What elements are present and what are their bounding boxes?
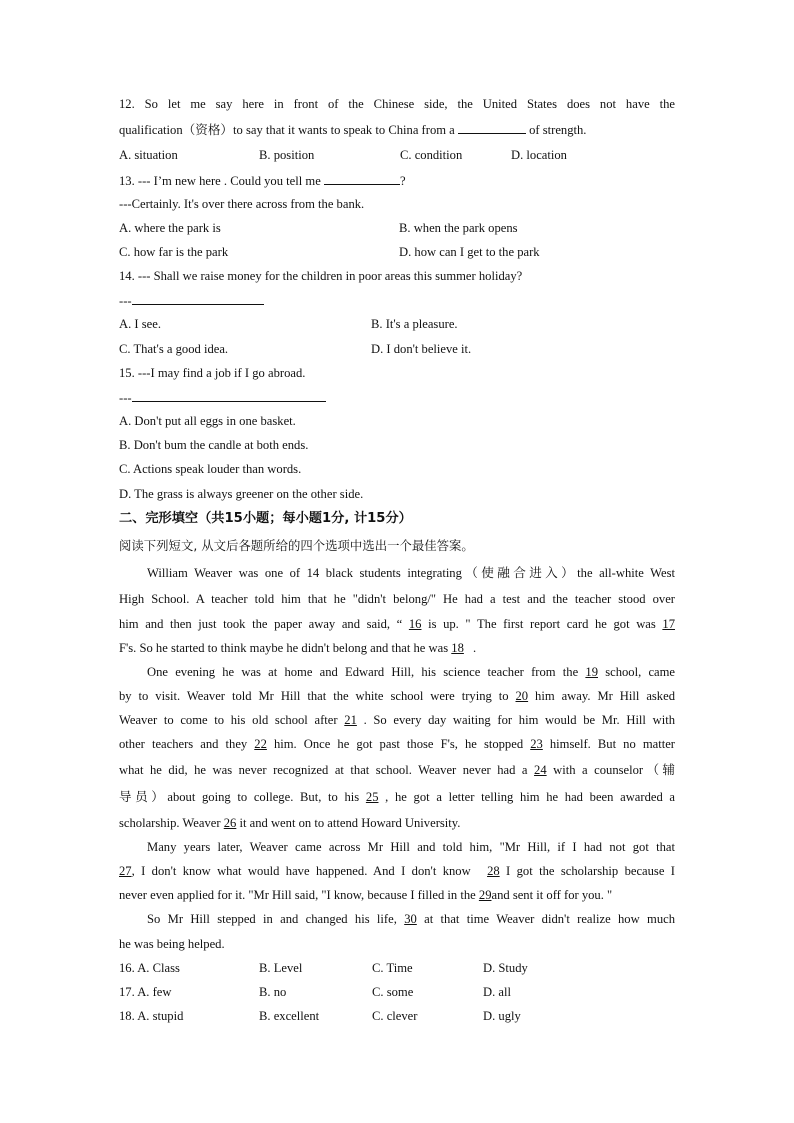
option-d: D. ugly (483, 1009, 521, 1023)
passage-text: it and went on to attend Howard University. (239, 816, 461, 830)
passage-text: never even applied for it. "Mr Hill said, "I know, because I filled in the (119, 888, 476, 902)
passage-text: scholarship. Weaver (119, 816, 221, 830)
option-b: B. position (259, 148, 315, 162)
option-b: B. It's a pleasure. (371, 317, 458, 331)
passage-text: , I don't know what would have happened. And I don't know (131, 864, 471, 878)
passage-p2-line-6 (119, 789, 675, 805)
passage-p1-line-4 (119, 640, 675, 656)
passage-text: . (473, 641, 477, 655)
passage-text: I got the scholarship because I (506, 864, 675, 878)
q12-stem-text: qualification（资格）to say that it wants to speak to China from a (119, 123, 455, 137)
section-title: 二、完形填空（共15小题；每小题1分, 计15分） (119, 511, 412, 526)
passage-text: by to visit. Weaver told Mr Hill that the white school were trying to (119, 689, 509, 703)
passage-text: One evening he was at home and Edward Hill, his science teacher from the (147, 665, 579, 679)
answer-blank (458, 121, 526, 134)
passage-text: 导员）about going to college. But, to his (119, 790, 360, 804)
passage-text: him away. Mr Hill asked (535, 689, 675, 703)
passage-text: . So every day waiting for him would be Mr. Hill with (363, 713, 676, 727)
passage-text: school, came (605, 665, 676, 679)
q13-stem (119, 172, 675, 188)
passage-p4-line-1 (147, 911, 675, 927)
q13-stem-text: 13. --- I’m new here . Could you tell me (119, 174, 321, 188)
passage-text: and sent it off for you. " (491, 888, 613, 902)
blank-number-19: 19 (585, 665, 598, 679)
answer-blank (324, 172, 400, 185)
q12-line-2 (119, 121, 675, 137)
blank-number-28: 28 (487, 864, 500, 878)
passage-text: is up. " The first report card he got was (428, 617, 656, 631)
passage-p2-line-1 (147, 664, 675, 680)
q12-line-1: 12. So let me say here in front of the Chinese side, the United States does not have the (119, 97, 675, 111)
passage-p2-line-7 (119, 815, 675, 831)
blank-number-27: 27 (119, 864, 132, 878)
q15-reply (119, 389, 675, 405)
option-b: B. excellent (259, 1009, 320, 1023)
option-d: D. I don't believe it. (371, 342, 472, 356)
q17-options (119, 984, 675, 1000)
option-c: C. Time (372, 961, 413, 975)
passage-text: him. Once he got past those F's, he stopped (273, 737, 524, 751)
option-a: 17. A. few (119, 985, 172, 999)
blank-number-16: 16 (408, 617, 422, 631)
section-instruction: 阅读下列短文, 从文后各题所给的四个选项中选出一个最佳答案。 (119, 538, 474, 553)
blank-number-26: 26 (223, 816, 237, 830)
option-a: A. where the park is (119, 221, 221, 235)
passage-text: at that time Weaver didn't realize how much (424, 912, 675, 926)
reply-dash: --- (119, 294, 132, 308)
passage-p2-line-3 (119, 712, 675, 728)
option-a: A. situation (119, 148, 178, 162)
option-b: B. when the park opens (399, 221, 518, 235)
passage-text: with a counselor（辅 (553, 763, 675, 777)
option-a: A. I see. (119, 317, 161, 331)
blank-number-20: 20 (515, 689, 529, 703)
passage-p1-line-2: High School. A teacher told him that he "didn't belong/" He had a test and the teacher stood over (119, 592, 675, 606)
option-a: 16. A. Class (119, 961, 180, 975)
passage-text: him and then just took the paper away and said, “ (119, 617, 403, 631)
q15-option-b: B. Don't bum the candle at both ends. (119, 438, 309, 452)
passage-p2-line-5 (119, 762, 675, 778)
option-d: D. location (511, 148, 567, 162)
q14-stem: 14. --- Shall we raise money for the children in poor areas this summer holiday? (119, 269, 523, 283)
blank-number-30: 30 (404, 912, 417, 926)
passage-p1-line-1: William Weaver was one of 14 black students integrating（使融合进入）the all-white West (147, 566, 675, 580)
option-b: B. Level (259, 961, 303, 975)
option-c: C. some (372, 985, 414, 999)
q13-reply: ---Certainly. It's over there across from the bank. (119, 197, 365, 211)
answer-blank (132, 292, 264, 305)
passage-p3-line-3 (119, 887, 675, 903)
q15-option-a: A. Don't put all eggs in one basket. (119, 414, 296, 428)
q12-options (119, 147, 675, 163)
option-a: 18. A. stupid (119, 1009, 184, 1023)
option-d: D. Study (483, 961, 528, 975)
passage-p3-line-2 (119, 863, 675, 879)
passage-p4-line-2: he was being helped. (119, 937, 225, 951)
q14-options-row-2 (119, 341, 675, 357)
q13-question-mark: ? (399, 174, 406, 188)
blank-number-22: 22 (254, 737, 267, 751)
blank-number-24: 24 (534, 763, 547, 777)
passage-text: other teachers and they (119, 737, 248, 751)
q14-reply (119, 292, 675, 308)
passage-text: Weaver to come to his old school after (119, 713, 338, 727)
option-c: C. clever (372, 1009, 418, 1023)
option-b: B. no (259, 985, 287, 999)
passage-p2-line-4 (119, 736, 675, 752)
option-d: D. all (483, 985, 511, 999)
passage-p2-line-2 (119, 688, 675, 704)
passage-text: himself. But no matter (549, 737, 675, 751)
q15-option-c: C. Actions speak louder than words. (119, 462, 302, 476)
passage-text: , he got a letter telling him he had been awarded a (385, 790, 676, 804)
option-c: C. condition (400, 148, 463, 162)
passage-text: what he did, he was never recognized at that school. Weaver never had a (119, 763, 528, 777)
reply-dash: --- (119, 391, 132, 405)
option-d: D. how can I get to the park (399, 245, 540, 259)
blank-number-17: 17 (662, 617, 675, 631)
q14-options-row-1 (119, 316, 675, 332)
blank-number-21: 21 (344, 713, 357, 727)
passage-text: So Mr Hill stepped in and changed his life, (147, 912, 397, 926)
passage-p3-line-1: Many years later, Weaver came across Mr Hill and told him, "Mr Hill, if I had not got that (147, 840, 675, 854)
q13-options-row-2 (119, 244, 675, 260)
q18-options (119, 1008, 675, 1024)
option-c: C. how far is the park (119, 245, 229, 259)
q15-option-d: D. The grass is always greener on the other side. (119, 487, 364, 501)
option-c: C. That's a good idea. (119, 342, 229, 356)
q16-options (119, 960, 675, 976)
passage-p1-line-3 (119, 616, 675, 632)
blank-number-23: 23 (530, 737, 543, 751)
blank-number-29: 29 (478, 888, 492, 902)
q13-options-row-1 (119, 220, 675, 236)
passage-text: F's. So he started to think maybe he didn't belong and that he was (119, 641, 449, 655)
answer-blank (132, 389, 326, 402)
q12-stem-tail: of strength. (529, 123, 587, 137)
blank-number-18: 18 (451, 641, 464, 655)
q15-stem: 15. ---I may find a job if I go abroad. (119, 366, 306, 380)
blank-number-25: 25 (365, 790, 379, 804)
